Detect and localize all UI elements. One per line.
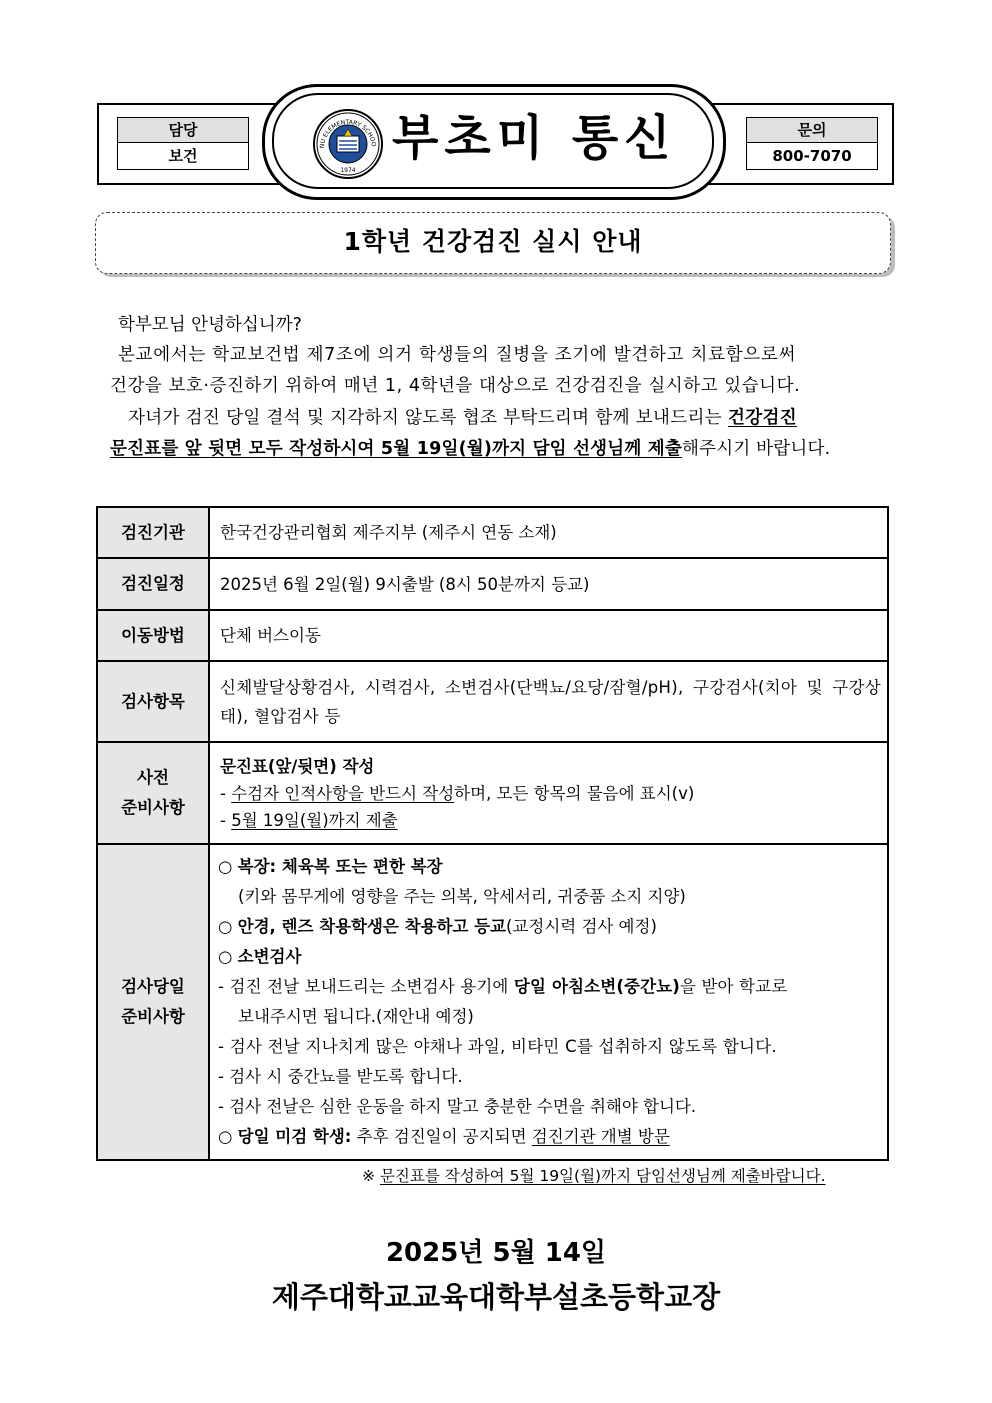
- contact-person-label: 담당: [118, 118, 248, 143]
- inquiry-phone: 800-7070: [772, 147, 852, 165]
- table-row: [97, 844, 888, 1160]
- pre-prep-label: 사전 준비사항: [97, 742, 209, 844]
- pre-prep-title: 문진표(앞/뒷면) 작성: [220, 756, 375, 776]
- seal-text: NU ELEMENTARY SCHOO: [318, 118, 378, 149]
- school-principal: 제주대학교교육대학부설초등학교장: [271, 1280, 721, 1314]
- absent-line: ○ 당일 미검 학생: 추후 검진일이 공지되면 검진기관 개별 방문: [218, 1127, 670, 1146]
- intro-emphasis-1: 건강검진: [727, 408, 797, 428]
- header-left-edge: [97, 103, 99, 185]
- schedule-value: 2025년 6월 2일(월) 9시출발 (8시 50분까지 등교): [209, 558, 888, 610]
- seal-year: 1974: [340, 167, 356, 174]
- intro-greeting: 학부모님 안녕하십니까?: [118, 315, 302, 335]
- table-row: [97, 742, 888, 844]
- intro-line-1: 본교에서는 학교보건법 제7조에 의거 학생들의 질병을 조기에 발견하고 치료함으로써: [118, 345, 797, 365]
- items-value: 신체발달상황검사, 시력검사, 소변검사(단백뇨/요당/잠혈/pH), 구강검사(치아 및 구강상태), 혈압검사 등: [209, 661, 888, 742]
- footnote: [362, 1164, 826, 1186]
- org-label: 검진기관: [97, 507, 209, 558]
- table-row: [97, 558, 888, 610]
- day-prep-value: [209, 844, 888, 1160]
- urine-line-2: - 검사 전날 지나치게 많은 야채나 과일, 비타민 C를 섭취하지 않도록 합니다.: [218, 1037, 777, 1056]
- urine-title: ○ 소변검사: [218, 947, 302, 966]
- items-label: 검사항목: [97, 661, 209, 742]
- table-row: [97, 610, 888, 661]
- pre-prep-value: [209, 742, 888, 844]
- contact-person-box: [117, 117, 249, 170]
- urine-line-3: - 검사 시 중간뇨를 받도록 합니다.: [218, 1067, 463, 1086]
- urine-line-1: - 검진 전날 보내드리는 소변검사 용기에 당일 아침소변(중간뇨)을 받아 학교로: [218, 977, 788, 996]
- schedule-label: 검진일정: [97, 558, 209, 610]
- glasses-line: ○ 안경, 렌즈 착용학생은 착용하고 등교(교정시력 검사 예정): [218, 917, 657, 936]
- pre-prep-line-2: - 5월 19일(월)까지 제출: [220, 810, 398, 830]
- header-right-edge: [892, 103, 894, 185]
- issue-date: 2025년 5월 14일: [385, 1238, 607, 1268]
- intro-line-4: 문진표를 앞 뒷면 모두 작성하시여 5월 19일(월)까지 담임 선생님께 제출해주시기 바랍니다.: [110, 439, 831, 459]
- contact-person-value: 보건: [168, 147, 198, 165]
- dress-note: (키와 몸무게에 영향을 주는 의복, 악세서리, 귀중품 소지 지양): [238, 887, 686, 906]
- checkup-info-table: [96, 506, 889, 1161]
- intro-line-3: 자녀가 검진 당일 결석 및 지각하지 않도록 협조 부탁드리며 함께 보내드리는 건강검진: [128, 408, 797, 428]
- urine-line-4: - 검사 전날은 심한 운동을 하지 말고 충분한 수면을 취해야 합니다.: [218, 1097, 697, 1116]
- inquiry-box: [746, 117, 878, 170]
- footnote-text: 문진표를 작성하여 5월 19일(월)까지 담임선생님께 제출바랍니다.: [379, 1167, 826, 1185]
- footnote-mark: ※: [362, 1167, 375, 1185]
- transport-value: 단체 버스이동: [209, 610, 888, 661]
- dress-title: ○ 복장: 체육복 또는 편한 복장: [218, 857, 443, 876]
- intro-emphasis-2: 문진표를 앞 뒷면 모두 작성하시여 5월 19일(월)까지 담임 선생님께 제출: [110, 439, 682, 459]
- pre-prep-line-1: - 수검자 인적사항을 반드시 작성하며, 모든 항목의 물음에 표시(v): [220, 783, 695, 803]
- day-prep-label: 검사당일 준비사항: [97, 844, 209, 1160]
- table-row: [97, 507, 888, 558]
- school-seal-icon: [312, 108, 384, 180]
- table-row: [97, 661, 888, 742]
- page-title: 1학년 건강검진 실시 안내: [343, 227, 643, 256]
- transport-label: 이동방법: [97, 610, 209, 661]
- urine-line-1-cont: 보내주시면 됩니다.(재안내 예정): [238, 1007, 474, 1026]
- org-value: 한국건강관리협회 제주지부 (제주시 연동 소재): [209, 507, 888, 558]
- inquiry-label: 문의: [747, 118, 877, 143]
- intro-line-2: 건강을 보호·증진하기 위하여 매년 1, 4학년을 대상으로 건강검진을 실시하고 있습니다.: [110, 376, 801, 396]
- newsletter-title: 부초미 통신: [392, 110, 677, 166]
